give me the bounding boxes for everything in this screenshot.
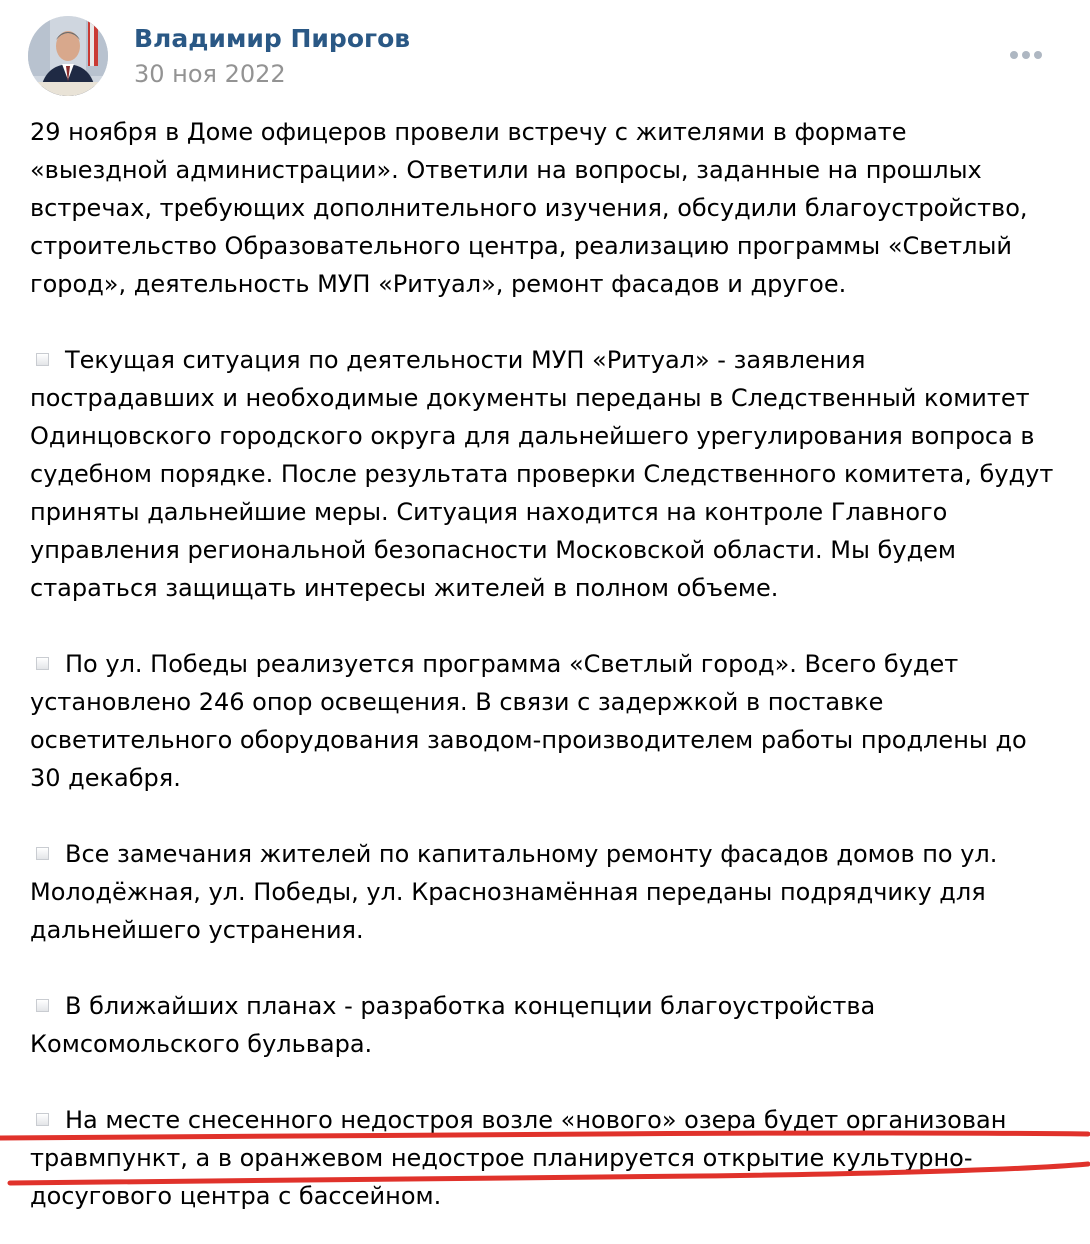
checkbox-bullet-icon: [36, 847, 49, 860]
post-item: [30, 1101, 1070, 1215]
post-item: [30, 645, 1070, 797]
more-dots-icon: [1002, 38, 1050, 72]
checkbox-bullet-icon: [36, 1113, 49, 1126]
post-item-text: По ул. Победы реализуется программа «Светлый город». Всего будет установлено 246 опор освещения. В связи с задержкой в поставке осветительного оборудования заводом-производителем работы продлены до 30 декабря.: [30, 650, 1027, 792]
checkbox-bullet-icon: [36, 999, 49, 1012]
checkbox-bullet-icon: [36, 353, 49, 366]
more-button[interactable]: [1002, 38, 1050, 72]
author-name[interactable]: Владимир Пирогов: [134, 24, 411, 53]
paragraph-gap: [30, 797, 1070, 835]
paragraph-gap: [30, 303, 1070, 341]
post-intro: 29 ноября в Доме офицеров провели встречу с жителями в формате «выездной администрации». Ответили на вопросы, заданные на прошлых встречах, требующих дополнительного изучения, обсудили благоустройство, строительство Образовательного центра, реализацию программы «Светлый город», деятельность МУП «Ритуал», ремонт фасадов и другое.: [30, 118, 1028, 298]
post-header: [28, 16, 1068, 100]
paragraph-gap: [30, 949, 1070, 987]
paragraph-gap: [30, 607, 1070, 645]
paragraph-gap: [30, 1063, 1070, 1101]
post-text: [30, 113, 1070, 1215]
avatar-photo: [28, 16, 108, 96]
post-item-text: Текущая ситуация по деятельности МУП «Ритуал» - заявления пострадавших и необходимые документы переданы в Следственный комитет Одинцовского городского округа для дальнейшего урегулирования вопроса в судебном порядке. После результата проверки Следственного комитета, будут приняты дальнейшие меры. Ситуация находится на контроле Главного управления региональной безопасности Московской области. Мы будем стараться защищать интересы жителей в полном объеме.: [30, 346, 1054, 602]
post-item: [30, 341, 1070, 607]
post-item: [30, 835, 1070, 949]
post-date[interactable]: 30 ноя 2022: [134, 60, 286, 88]
post-item-text: Все замечания жителей по капитальному ремонту фасадов домов по ул. Молодёжная, ул. Победы, ул. Краснознамённая переданы подрядчику для дальнейшего устранения.: [30, 840, 998, 944]
post-item: [30, 987, 1070, 1063]
post-item-text: На месте снесенного недостроя возле «нового» озера будет организован травмпункт, а в оранжевом недострое планируется открытие культурно- досугового центра с бассейном.: [30, 1106, 1007, 1210]
post-item-text: В ближайших планах - разработка концепции благоустройства Комсомольского бульвара.: [30, 992, 876, 1058]
checkbox-bullet-icon: [36, 657, 49, 670]
avatar[interactable]: [28, 16, 108, 96]
